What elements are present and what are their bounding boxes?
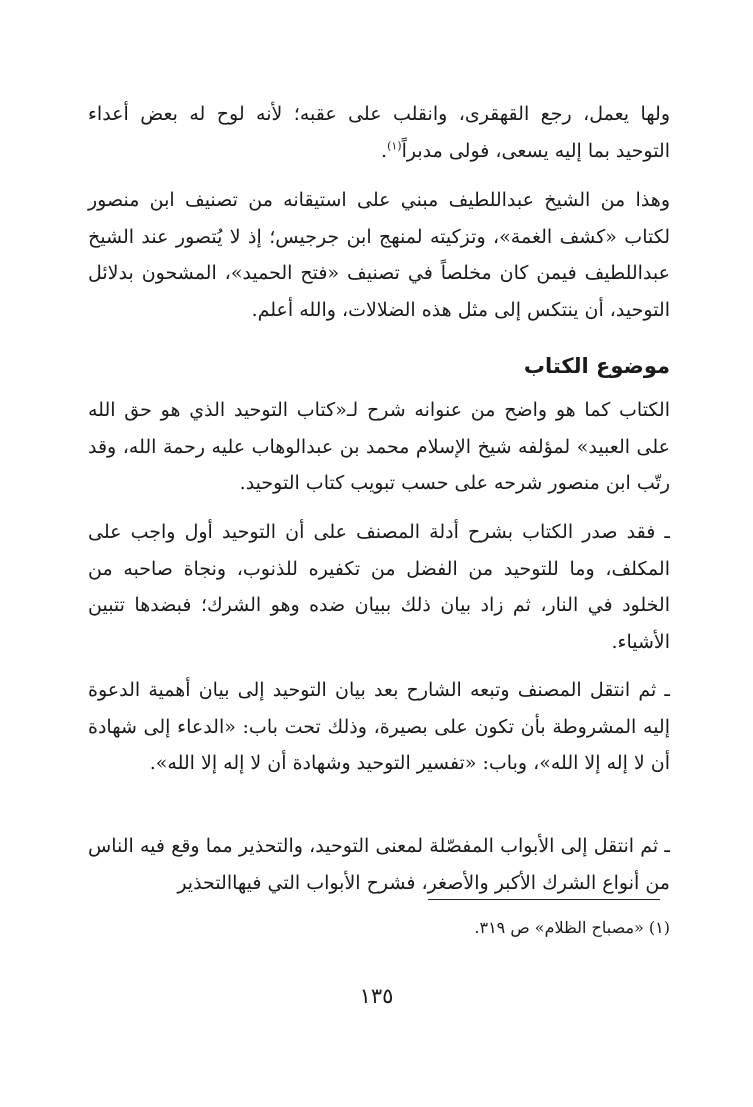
footnote: (١) «مصباح الظلام» ص ٣١٩. bbox=[474, 918, 670, 937]
footnote-divider bbox=[428, 899, 660, 900]
paragraph-1-text: ولها يعمل، رجع القهقرى، وانقلب على عقبه؛ لأنه لوح له بعض أعداء التوحيد بما إليه يسعى، فولى مدبراً bbox=[88, 103, 670, 162]
paragraph-6: ـ ثم انتقل إلى الأبواب المفصّلة لمعنى التوحيد، والتحذير مما وقع فيه الناس من أنواع الشرك الأكبر والأصغر، فشرح الأبواب التي فيهاالتحذير bbox=[88, 835, 670, 894]
paragraph-3: الكتاب كما هو واضح من عنوانه شرح لـ«كتاب التوحيد الذي هو حق الله على العبيد» لمؤلفه شيخ الإسلام محمد بن عبدالوهاب عليه رحمة الله، وقد رتّب ابن منصور شرحه على حسب تبويب كتاب التوحيد. bbox=[88, 399, 670, 494]
paragraph-2: وهذا من الشيخ عبداللطيف مبني على استيقانه من تصنيف ابن منصور لكتاب «كشف الغمة»، وتزكيته لمنهج ابن جرجيس؛ إذ لا يُتصور عند الشيخ عبداللطيف فيمن كان مخلصاً في تصنيف «فتح الحميد»، المشحون بدلائل التوحيد، أن ينتكس إلى مثل هذه الضلالات، والله أعلم. bbox=[88, 189, 670, 321]
paragraph-1-end: . bbox=[381, 139, 388, 162]
paragraph-5: ـ ثم انتقل المصنف وتبعه الشارح بعد بيان التوحيد إلى بيان أهمية الدعوة إليه المشروطة بأن تكون على بصيرة، وذلك تحت باب: «الدعاء إلى شهادة أن لا إله إلا الله»، وباب: «تفسير التوحيد وشهادة أن لا إله إلا الله». bbox=[88, 679, 670, 774]
footnote-reference[interactable]: (١) bbox=[387, 139, 402, 153]
page-body bbox=[88, 96, 670, 901]
paragraph-1 bbox=[88, 96, 670, 169]
section-heading: موضوع الكتاب bbox=[523, 354, 670, 378]
paragraph-4: ـ فقد صدر الكتاب بشرح أدلة المصنف على أن التوحيد أول واجب على المكلف، وما للتوحيد من الفضل من تكفيره للذنوب، ونجاة صاحبه من الخلود في النار، ثم زاد بيان ذلك ببيان ضده وهو الشرك؛ فبضدها تتبين الأشياء. bbox=[88, 521, 670, 653]
page-number: ١٣٥ bbox=[359, 984, 394, 1008]
